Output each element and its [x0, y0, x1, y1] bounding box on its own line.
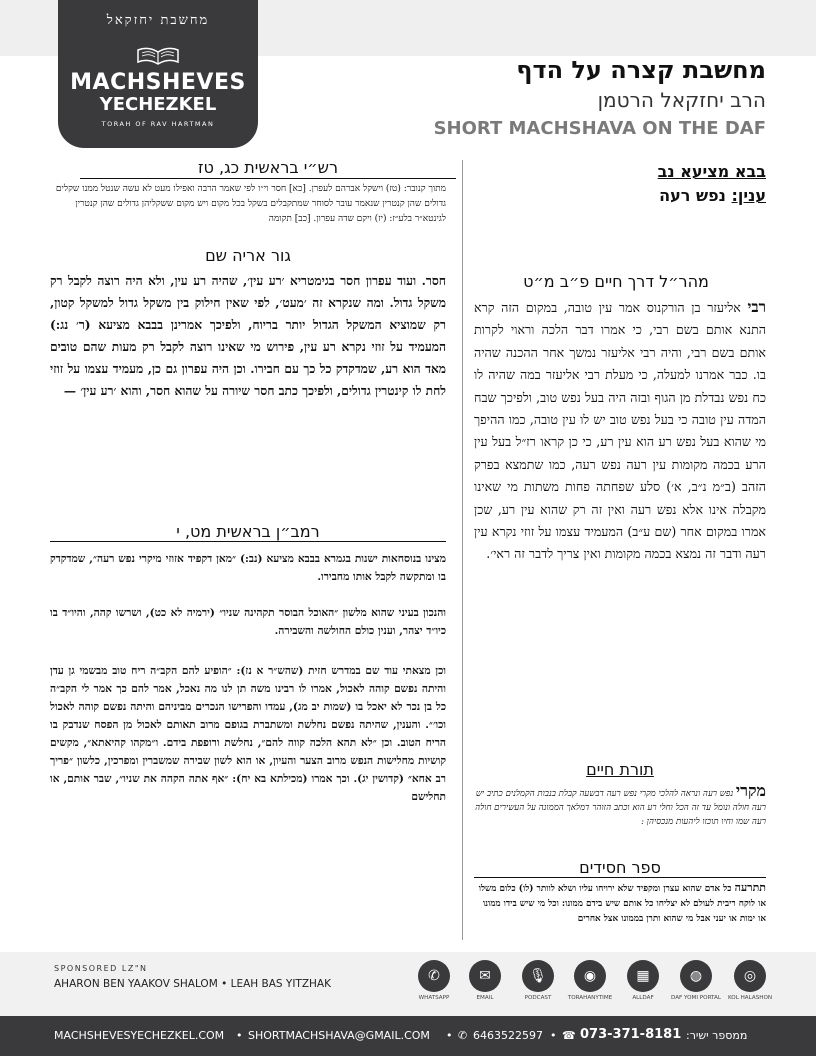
torahanytime-label: TORAHANYTIME: [567, 995, 613, 1001]
ramban-paragraph-2: והנכון בעיני שהוא מלשון ״האוכל הבוסר תקהינה שניו״ (ירמיה לא כט), ושרשו קהה, והיו״ד בו כיו״ד יצהר, וענין כולם החולשה והשבירה.: [50, 607, 446, 637]
phone-icon: ☎: [562, 1029, 576, 1042]
page-title-english: SHORT MACHSHAVA ON THE DAF: [433, 118, 766, 139]
dafyomi-portal-label: DAF YOMI PORTAL: [671, 995, 721, 1001]
rashi-heading: רש״י בראשית כג, טז: [80, 158, 456, 179]
open-book-icon: [136, 44, 180, 66]
ramban-paragraph-1: מצינו בנוסחאות ישנות בגמרא בבבא מציעא (נב:) ״מאן דקפיד אזוזי מיקרי נפש רעה״, שמדקדק בו ומתקשה לקבל אותו מחבירו.: [50, 553, 446, 583]
column-divider: [462, 160, 463, 940]
whatsapp-phone-icon: ✆: [458, 1029, 468, 1042]
kolhalashon-link[interactable]: [725, 960, 775, 1001]
alldaf-icon: ▦: [627, 960, 659, 992]
masechta-title: בבא מציעא נב: [657, 162, 766, 181]
sefer-chasidim-text: [474, 880, 766, 927]
separator-dot: •: [550, 1029, 557, 1042]
maharal-text: [474, 296, 766, 566]
separator-dot: •: [236, 1029, 243, 1042]
podcast-icon: 🎙: [522, 960, 554, 992]
torat-chaim-text: [474, 781, 766, 829]
dafyomi-portal-icon: ◍: [680, 960, 712, 992]
ramban-heading: רמב״ן בראשית מט, י: [50, 522, 446, 542]
alldaf-label: ALLDAF: [632, 995, 654, 1001]
alldaf-link[interactable]: [618, 960, 668, 1001]
podcast-link[interactable]: [513, 960, 563, 1001]
sefer-chasidim-body: כל אדם שהוא עצרן ומקפיד שלא ירויחו עליו ושלא לוותר (לו) כלום משלו או לוקח ריבית לעולם לא יצליחו כל אותם שיש בידם ממונו: וכל מי שיש בידו ממונו או ימות או יעני אבל מי שהוא ותרן בממונו אצל אחרים: [478, 884, 766, 924]
email-address-link[interactable]: SHORTMACHSHAVA@GMAIL.COM: [248, 1029, 430, 1042]
page-title-hebrew: מחשבת קצרה על הדף: [516, 56, 766, 84]
direct-number-label: ממספר ישיר:: [686, 1029, 748, 1042]
email-label: EMAIL: [476, 995, 494, 1001]
logo: [58, 0, 258, 148]
logo-line-2: YECHEZKEL: [99, 94, 217, 115]
torat-chaim-heading: תורת חיים: [586, 760, 654, 779]
rashi-text: מתוך קנובר: (טז) וישקל אברהם לעפרן. [כא] חסר וי״ו לפי שאמר הרבה ואפילו מעט לא עשה שנטל ממנו שקלים גדולים שהן קנטרין שנאמר עובר לסוחר שמתקבלים בשקל בכל מקום ויש מקום ששקליהן גדולים שהן קנטרין לגינטא״ר בלע״ז: (יז) ויקם שדה עפרון. [כב] תקומה: [55, 184, 446, 224]
torat-chaim-first-word: מקרי: [735, 781, 766, 800]
dafyomi-portal-link[interactable]: [671, 960, 721, 1001]
topic-label: ענין:: [731, 186, 766, 205]
ramban-paragraph-3: וכן מצאתי עוד שם במדרש חזית (שהש״ר א נז): ״הופיע להם הקב״ה ריח טוב מבשמי גן עדן והיתה נפשם קוהה לאכול, אמרו לו רבינו משה תן לנו מה נאכל, אמר להם כך אמר לי הקב״ה כל בן נכר לא יאכל בו (שמות יב מג), עמדו והפרישו הנכרים מביניהם והיתה נפשם קוהה לאכול וכו׳״. והענין, שהיתה נפשם נחלשת ומשתברת בגופם מרוב תאותם לאכול מן הפסח שנדבק בו הריח הטוב. וכן ״לא תהא הלכה קווה להם״, נחלשת ורופפת בידם. ו״מקהו קהיאתא״, מקשים קושיות מחלישות הנפש מרוב הצער והעיון, או הוא לשון שבירה שמשברין ומפרכין, כלשון ״פריך רב אחא״ (קדושין יג). וכך אמרו (מכילתא בא יח): ״אף אתה הקהה את שניו״, שבר אותם, או תחלישם: [50, 665, 446, 803]
masechta-block: [466, 160, 766, 208]
email-icon: ✉: [469, 960, 501, 992]
separator-dot: •: [446, 1029, 453, 1042]
whatsapp-number[interactable]: 6463522597: [473, 1029, 543, 1042]
logo-tagline: TORAH OF RAV HARTMAN: [101, 120, 215, 128]
torahanytime-link[interactable]: [565, 960, 615, 1001]
website-link[interactable]: MACHSHEVESYECHEZKEL.COM: [54, 1029, 225, 1042]
direct-phone-number[interactable]: 073-371-8181: [580, 1027, 682, 1042]
sefer-chasidim-first-word: תתרעה: [734, 881, 766, 894]
contact-bar: [0, 1016, 816, 1056]
kolhalashon-icon: ◎: [734, 960, 766, 992]
logo-hebrew: מחשבת יחזקאל: [106, 13, 210, 28]
whatsapp-label: WHATSAPP: [418, 995, 450, 1001]
maharal-first-word: רבי: [747, 298, 766, 316]
gur-aryeh-text: חסר. ועוד עפרון חסר בגימטריא ׳רע עין׳, שהיה רע עין, ולא היה רוצה לקבל רק משקל גדול. ומה שנקרא זה ׳מעט׳, לפי שאין חילוק בין משקל גדול למשקל קטון, רק שמוציא המשקל הגדול יותר בריוח, ולפיכך אמרינן בבבא מציעא (ר׳ נג:) המעמיד על זוזי נקרא רע עין, פירוש מי שאינו רוצה לקבל רק מעות שהם טובים מאד הוא רע, שמדקדק כל כך עם חבירו. וכן היה עפרון גם כן, מעמיד עצמו על זוזי לחת לו קינטרין גדולים, ולפיכך כתב חסר שיורה על שהוא חסר, והוא ׳רע עין׳ —: [50, 274, 446, 398]
maharal-body: אליעזר בן הורקנוס אמר עין טובה, במקום הזה קרא התנא אותם בשם רבי, כי אמרו דבר הלכה וראוי לקרות אותם בשם רבי, והיה רבי אליעזר נמשך אחר ההכנה שהיה בו. כבר אמרנו למעלה, כי מעלת רבי אליעזר במה שהיה לו כח נפש נבדלת מן הגוף ובזה היה בעל נפש טוב, ולפיכך שבח המדה עין טובה כי בעל נפש טוב יש לו עין טובה, כמו ההיפך מי שהוא בעל נפש רע הוא עין רע, כי כן קראו רז״ל בעל עין הרע בכמה מקומות עין רעה נפש רעה, כמו שתמצא בפרק הזהב (ב״מ נ״ב, א׳) סלע שפחתה פחות משתות מי שאינו מקבלה אינו אלא נפש רעה ואין זה רק שהוא עין רע, שכן אמרו במקום אחר (שם ע״ב) המעמיד עצמו על זוזי נקרא עין רעה ודבר זה נמצא בכמה מקומות ואין צריך לדבר זה ראי׳.: [474, 300, 766, 562]
torat-chaim-body: נפש רעה ונראה להלכי מקרי נפש רעה דבשעה קבלת בנבות הקמלנים כתיב יש רעה חולה ונומל עד זה הכל וחלי רע הוא וכתב הזוהר דמלאך הממונה על העשירים חולה רעה שמו וחיו תוכזו ליהעות מנכסיהן :: [475, 789, 766, 827]
torahanytime-icon: ◉: [574, 960, 606, 992]
logo-line-1: MACHSHEVES: [70, 70, 246, 95]
author-hebrew: הרב יחזקאל הרטמן: [597, 88, 766, 112]
whatsapp-link[interactable]: [409, 960, 459, 1001]
sefer-chasidim-heading: ספר חסידים: [474, 858, 766, 878]
email-link[interactable]: [460, 960, 510, 1001]
topic-value: נפש רעה: [659, 186, 726, 205]
podcast-label: PODCAST: [524, 995, 552, 1001]
maharal-heading: מהר״ל דרך חיים פ״ב מ״ט: [523, 272, 709, 291]
kolhalashon-label: KOL HALASHON: [727, 995, 773, 1001]
sponsor-names: AHARON BEN YAAKOV SHALOM • LEAH BAS YITZHAK: [54, 978, 331, 990]
gur-aryeh-heading: גור אריה שם: [205, 246, 291, 265]
sponsor-label: SPONSORED LZ"N: [54, 964, 148, 973]
whatsapp-icon: ✆: [418, 960, 450, 992]
